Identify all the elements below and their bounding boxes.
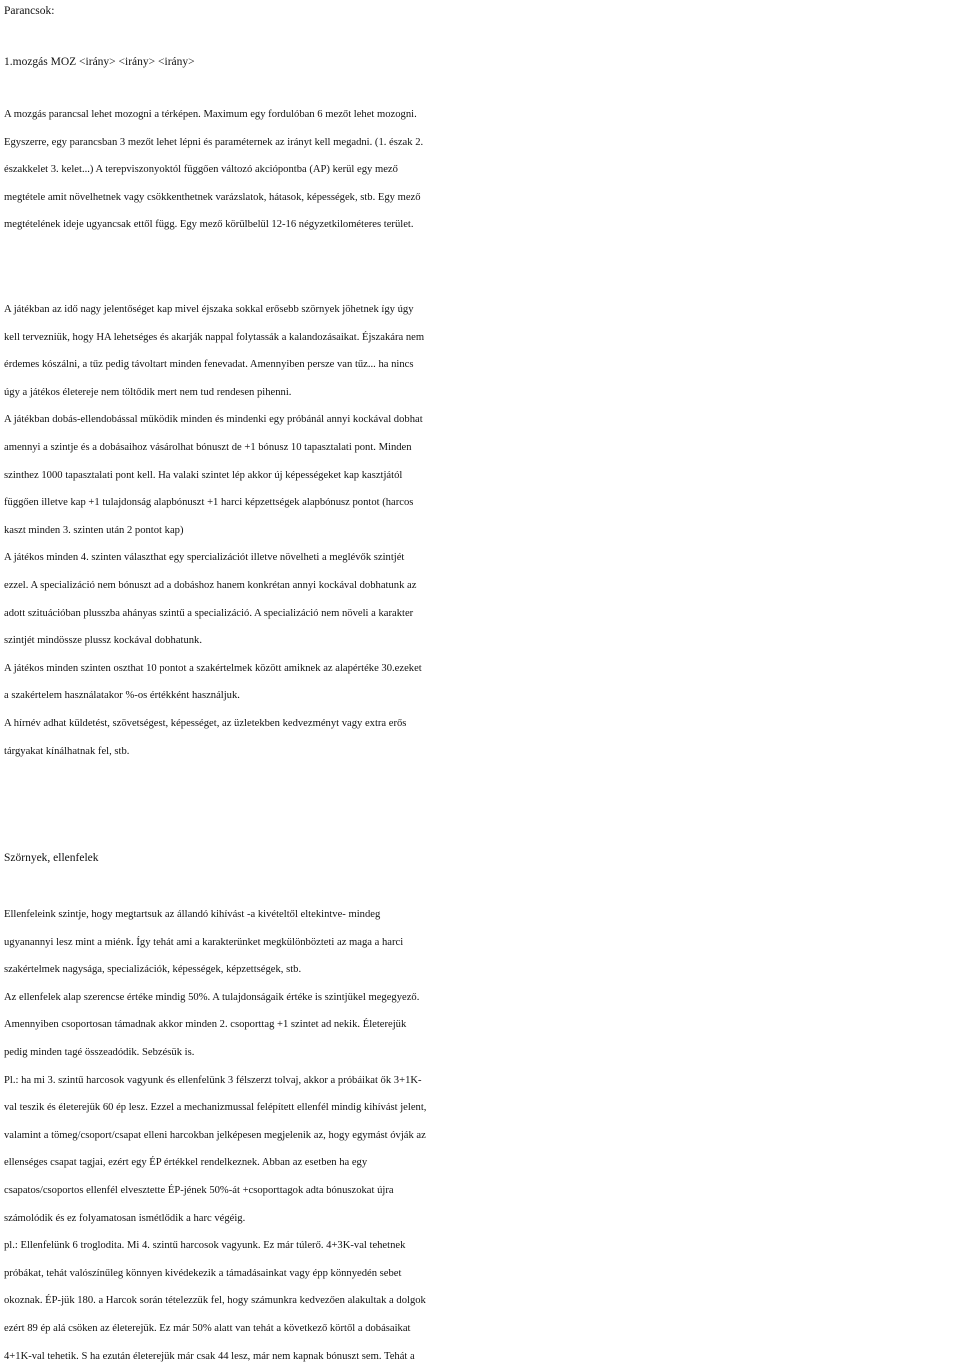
- paragraph-line: Pl.: ha mi 3. szintű harcosok vagyunk és ellenfelünk 3 félszerzt tolvaj, akkor a próbáikat ők 3+1K-: [4, 1067, 956, 1095]
- paragraph-line: csapatos/csoportos ellenfél elvesztette ÉP-jének 50%-át +csoporttagok adta bónuszokat újra: [4, 1177, 956, 1205]
- paragraph-line: 4+1K-val tehetik. S ha ezután életerejük már csak 44 lesz, már nem kapnak bónuszt sem. Tehát a: [4, 1343, 956, 1370]
- paragraph-line: megtétele amit növelhetnek vagy csökkenthetnek varázslatok, hátasok, képességek, stb. Egy mező: [4, 184, 956, 212]
- paragraph-line: A hírnév adhat küldetést, szövetségest, képességet, az üzletekben kedvezményt vagy extra erős: [4, 710, 956, 738]
- move-paragraph: [4, 101, 956, 239]
- paragraph-line: valamint a tömeg/csoport/csapat elleni harcokban jelképesen megjelenik az, hogy egymást óvják az: [4, 1122, 956, 1150]
- paragraph-line: A játékos minden 4. szinten választhat egy spercializációt illetve növelheti a meglévők szintjét: [4, 544, 956, 572]
- paragraph-line: kaszt minden 3. szinten után 2 pontot kap): [4, 517, 956, 545]
- paragraph-line: ellenséges csapat tagjai, ezért egy ÉP értékkel rendelkeznek. Abban az esetben ha egy: [4, 1149, 956, 1177]
- command-move-text: 1.mozgás MOZ <irány> <irány> <irány>: [4, 49, 956, 77]
- paragraph-line: érdemes kószálni, a tűz pedig távoltart minden fenevadat. Amennyiben persze van tűz... ha nincs: [4, 351, 956, 379]
- paragraph-line: Egyszerre, egy parancsban 3 mezőt lehet lépni és paraméternek az irányt kell megadni. (1. észak 2.: [4, 129, 956, 157]
- paragraph-line: tárgyakat kínálhatnak fel, stb.: [4, 738, 956, 766]
- paragraph-line: ezzel. A specializáció nem bónuszt ad a dobáshoz hanem konkrétan annyi kockával dobhatunk az: [4, 572, 956, 600]
- paragraph-line: Ellenfeleink szintje, hogy megtartsuk az állandó kihívást -a kivételtől eltekintve- mindeg: [4, 901, 956, 929]
- paragraph-line: ezért 89 ép alá csöken az életerejük. Ez már 50% alatt van tehát a következő körtől a dobásaikat: [4, 1315, 956, 1343]
- paragraph-line: A játékos minden szinten oszthat 10 pontot a szakértelmek között amiknek az alapértéke 30.ezeket: [4, 655, 956, 683]
- paragraph-line: A mozgás parancsal lehet mozogni a térképen. Maximum egy fordulóban 6 mezőt lehet mozogni.: [4, 101, 956, 129]
- monsters-paragraph: [4, 901, 956, 1370]
- paragraph-line: megtételének ideje ugyancsak ettől függ. Egy mező körülbelül 12-16 négyzetkilométeres terület.: [4, 211, 956, 239]
- paragraph-line: Az ellenfelek alap szerencse értéke mindig 50%. A tulajdonságaik értéke is szintjükel megegyező.: [4, 984, 956, 1012]
- paragraph-line: val teszik és életerejük 60 ép lesz. Ezzel a mechanizmussal felépített ellenfél mindig kihívást jelent,: [4, 1094, 956, 1122]
- paragraph-line: északkelet 3. kelet...) A terepviszonyoktól függően változó akciópontba (AP) kerül egy mező: [4, 156, 956, 184]
- paragraph-line: A játékban az idő nagy jelentőséget kap mivel éjszaka sokkal erősebb szörnyek jöhetnek így úgy: [4, 296, 956, 324]
- paragraph-line: szinthez 1000 tapasztalati pont kell. Ha valaki szintet lép akkor új képességeket kap kasztjától: [4, 462, 956, 490]
- heading-monsters-text: Szörnyek, ellenfelek: [4, 845, 956, 873]
- paragraph-line: szakértelmek nagysága, specializációk, képességek, képzettségek, stb.: [4, 956, 956, 984]
- paragraph-line: adott szituációban plusszba ahányas szintű a specializáció. A specializáció nem növeli a karakter: [4, 600, 956, 628]
- heading-commands-text: Parancsok:: [4, 0, 956, 26]
- paragraph-line: függően illetve kap +1 tulajdonság alapbónuszt +1 harci képzettségek alapbónusz pontot (harcos: [4, 489, 956, 517]
- paragraph-line: számolódik és ez folyamatosan ismétlődik a harc végéig.: [4, 1205, 956, 1233]
- paragraph-line: szintjét mindössze plussz kockával dobhatunk.: [4, 627, 956, 655]
- paragraph-line: pedig minden tagé összeadódik. Sebzésük is.: [4, 1039, 956, 1067]
- command-move: [4, 49, 956, 77]
- paragraph-line: kell tervezniük, hogy HA lehetséges és akarják nappal folytassák a kalandozásaikat. Éjszakára nem: [4, 324, 956, 352]
- heading-monsters: [4, 845, 956, 873]
- paragraph-line: okoznak. ÉP-jük 180. a Harcok során tételezzük fel, hogy számunkra kedvezően alakultak a dolgok: [4, 1287, 956, 1315]
- paragraph-line: a szakértelem használatakor %-os értékként használjuk.: [4, 682, 956, 710]
- rules-paragraph: [4, 296, 956, 765]
- heading-commands: [4, 0, 956, 26]
- paragraph-line: próbákat, tehát valószínűleg könnyen kivédekezik a támadásainkat vagy épp könnyedén sebet: [4, 1260, 956, 1288]
- paragraph-line: A játékban dobás-ellendobással müködik minden és mindenki egy próbánál annyi kockával dobhat: [4, 406, 956, 434]
- paragraph-line: Amennyiben csoportosan támadnak akkor minden 2. csoporttag +1 szintet ad nekik. Életerejük: [4, 1011, 956, 1039]
- paragraph-line: amennyi a szintje és a dobásaihoz vásárolhat bónuszt de +1 bónusz 10 tapasztalati pont. Minden: [4, 434, 956, 462]
- paragraph-line: ugyanannyi lesz mint a miénk. Így tehát ami a karakterünket megkülönbözteti az maga a harci: [4, 929, 956, 957]
- paragraph-line: pl.: Ellenfelünk 6 troglodita. Mi 4. szintű harcosok vagyunk. Ez már túlerő. 4+3K-val tehetnek: [4, 1232, 956, 1260]
- paragraph-line: úgy a játékos életereje nem töltődik mert nem tud rendesen pihenni.: [4, 379, 956, 407]
